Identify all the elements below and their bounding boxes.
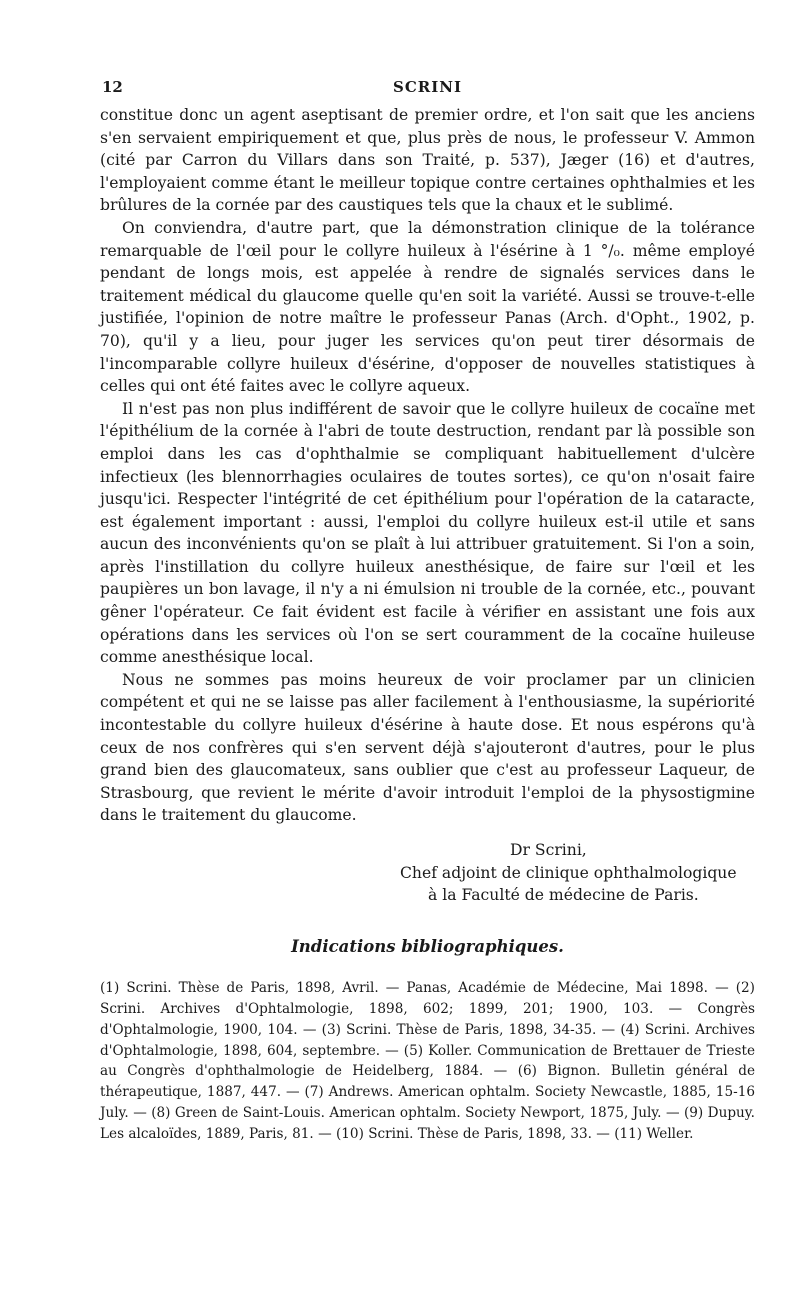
section-title: Indications bibliographiques. (291, 936, 564, 956)
signature-name: Dr Scrini, (510, 841, 587, 859)
signature-affiliation: à la Faculté de médecine de Paris. (428, 886, 699, 905)
paragraph-3: Il n'est pas non plus indifférent de savoir que le collyre huileux de cocaïne met l'épithélium de la cornée à l'abri de toute destruction, rendant par là possible son emploi dans les cas d'ophthalmie se compliquant habituellement d'ulcère infectieux (les blennorrhagies oculaires de toutes sortes), ce qu'on n'osait faire jusqu'ici. Respecter l'intégrité de cet épithélium pour l'opération de la cataracte, est également important : aussi, l'emploi du collyre huileux est-il utile et sans aucun des inconvénients qu'on se plaît à lui attribuer gratuitement. Si l'on a soin, après l'instillation du collyre huileux anesthésique, de faire sur l'œil et les paupières un bon lavage, il n'y a ni émulsion ni trouble de la cornée, etc., pouvant gêner l'opérateur. Ce fait évident est facile à vérifier en assistant une fois aux opérations dans les services où l'on se sert couramment de la cocaïne huileuse comme anesthésique local. (100, 399, 755, 667)
paragraph-1: constitue donc un agent aseptisant de premier ordre, et l'on sait que les anciens s'en servaient empiriquement et que, plus près de nous, le professeur V. Ammon (cité par Carron du Villars dans son Traité, p. 537), Jæger (16) et d'autres, l'employaient comme étant le meilleur topique contre certaines ophthalmies et les brûlures de la cornée par des caustiques tels que la chaux et le sublimé. (100, 106, 755, 215)
page-number: 12 (102, 78, 123, 96)
page-header (100, 78, 755, 104)
page (100, 78, 755, 1145)
body-text (100, 104, 755, 827)
references: (1) Scrini. Thèse de Paris, 1898, Avril. — Panas, Académie de Médecine, Mai 1898. — (2) Scrini. Archives d'Ophtalmologie, 1898, 602; 1899, 201; 1900, 103. — Congrès d'Ophtalmologie, 1900, 104. — (3) Scrini. Thèse de Paris, 1898, 34-35. — (4) Scrini. Archives d'Ophtalmologie, 1898, 604, septembre. — (5) Koller. Communication de Brettauer de Trieste au Congrès d'ophthalmologie de Heidelberg, 1884. — (6) Bignon. Bulletin général de thérapeutique, 1887, 447. — (7) Andrews. American ophtalm. Society Newcastle, 1885, 15-16 July. — (8) Green de Saint-Louis. American ophtalm. Society Newport, 1875, July. — (9) Dupuy. Les alcaloïdes, 1889, Paris, 81. — (10) Scrini. Thèse de Paris, 1898, 33. — (11) Weller. (100, 979, 755, 1143)
paragraph-2: On conviendra, d'autre part, que la démonstration clinique de la tolérance remarquable de l'œil pour le collyre huileux à l'ésérine à 1 °/₀. même employé pendant de longs mois, est appelée à rendre de signalés services dans le traitement médical du glaucome quelle qu'en soit la variété. Aussi se trouve-t-elle justifiée, l'opinion de notre maître le professeur Panas (Arch. d'Opht., 1902, p. 70), qu'il y a lieu, pour juger les services qu'on peut tirer désormais de l'incomparable collyre huileux d'ésérine, d'opposer de nouvelles statistiques à celles qui ont été faites avec le collyre aqueux. (100, 218, 755, 396)
signature-block (400, 839, 755, 907)
running-head: SCRINI (393, 78, 462, 96)
signature-title: Chef adjoint de clinique ophthalmologique (400, 863, 737, 882)
paragraph-4: Nous ne sommes pas moins heureux de voir proclamer par un clinicien compétent et qui ne se laisse pas aller facilement à l'enthousiasme, la supériorité incontestable du collyre huileux d'ésérine à haute dose. Et nous espérons qu'à ceux de nos confrères qui s'en servent déjà s'ajouteront d'autres, pour le plus grand bien des glaucomateux, sans oublier que c'est au professeur Laqueur, de Strasbourg, que revient le mérite d'avoir introduit l'emploi de la physostigmine dans le traitement du glaucome. (100, 670, 755, 825)
